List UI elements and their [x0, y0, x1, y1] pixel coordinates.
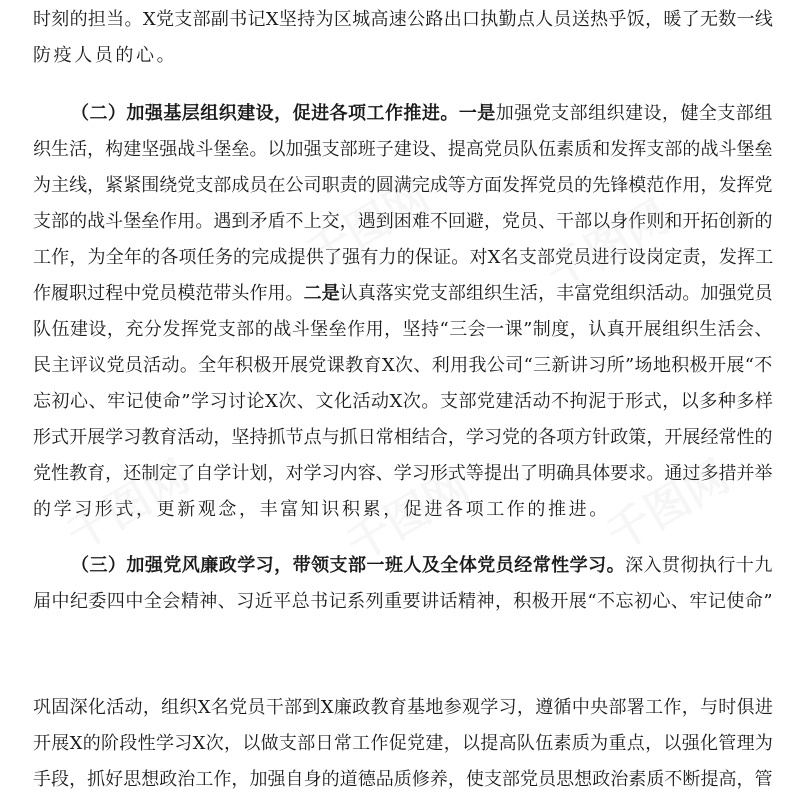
paragraph-line: 工作，为全年的各项任务的完成提供了强有力的保证。对X名支部党员进行设岗定责，发挥工 — [33, 247, 774, 268]
section-three-first-line — [33, 548, 773, 584]
paragraph-line: 党性教育，还制定了自学计划，对学习内容、学习形式等提出了明确具体要求。通过多措并举 — [33, 463, 773, 484]
watermark-logo: 千图网 — [538, 190, 679, 301]
paragraph-line: 巩固深化活动，组织X名党员干部到X廉政教育基地参观学习，遵循中央部署工作，与时俱进 — [33, 697, 774, 718]
paragraph-line: 织生活，构建坚强战斗堡垒。以加强支部班子建设、提高党员队伍素质和发挥支部的战斗堡垒 — [33, 139, 773, 160]
watermark-logo: 千图网 — [58, 450, 199, 561]
line6-rest-text: 认真落实党支部组织生活，丰富党组织活动。加强党员 — [339, 283, 773, 304]
paragraph-line: 民主评议党员活动。全年积极开展党课教育X次、利用我公司“三新讲习所”场地积极开展“不 — [33, 355, 773, 376]
paragraph-line: 形式开展学习教育活动，坚持抓节点与抓日常相结合，学习党的各项方针政策，开展经常性的 — [33, 427, 773, 448]
paragraph-line: 为主线，紧紧围绕党支部成员在公司职责的圆满完成等方面发挥党员的先锋模范作用，发挥党 — [33, 175, 773, 196]
section-two-heading: （二）加强基层组织建设，促进各项工作推进。 — [71, 103, 459, 124]
watermark-logo: 千图网 — [598, 450, 739, 561]
second-point-marker: 二是 — [303, 283, 340, 304]
paragraph-line: 忘初心、牢记使命”学习讨论X次、文化活动X次。支部党建活动不拘泥于形式，以多种多样 — [33, 391, 774, 412]
next-page-paragraph — [33, 690, 773, 798]
paragraph-line: 支部的战斗堡垒作用。遇到矛盾不上交，遇到困难不回避，党员、干部以身作则和开拓创新的 — [33, 211, 773, 232]
section-three-heading: （三）加强党风廉政学习，带领支部一班人及全体党员经常性学习。 — [71, 555, 626, 576]
paragraph-line: 手段，抓好思想政治工作，加强自身的道德品质修养，使支部党员思想政治素质不断提高，管 — [33, 769, 773, 790]
paragraph-line: 的学习形式，更新观念，丰富知识积累，促进各项工作的推进。 — [33, 499, 610, 520]
section-two-first-line — [33, 96, 773, 132]
watermark-logo: 千图网 — [298, 170, 439, 281]
section-three-line1-text: 深入贯彻执行十九 — [625, 555, 773, 576]
section-three-paragraph — [33, 548, 773, 620]
paragraph-line: 队伍建设，充分发挥党支部的战斗堡垒作用，坚持“三会一课”制度，认真开展组织生活会、 — [33, 319, 773, 340]
paragraph-line: 时刻的担当。X党支部副书记X坚持为区城高速公路出口执勤点人员送热乎饭，暖了无数一线 — [33, 9, 774, 30]
paragraph-line: 届中纪委四中全会精神、习近平总书记系列重要讲话精神，积极开展“不忘初心、牢记使命” — [33, 591, 773, 612]
section-two-paragraph — [33, 96, 773, 528]
top-paragraph — [33, 2, 773, 74]
first-point-marker: 一是 — [458, 103, 496, 124]
paragraph-line: 防疫人员的心。 — [33, 45, 178, 66]
line6-start-text: 作履职过程中党员模范带头作用。 — [33, 283, 304, 304]
paragraph-line: 开展X的阶段性学习X次，以做支部日常工作促党建，以提高队伍素质为重点，以强化管理为 — [33, 733, 774, 754]
watermark-logo: 千图网 — [338, 460, 479, 571]
section-two-line1-text: 加强党支部组织建设，健全支部组 — [495, 103, 773, 124]
paragraph-line-with-marker — [33, 276, 773, 312]
